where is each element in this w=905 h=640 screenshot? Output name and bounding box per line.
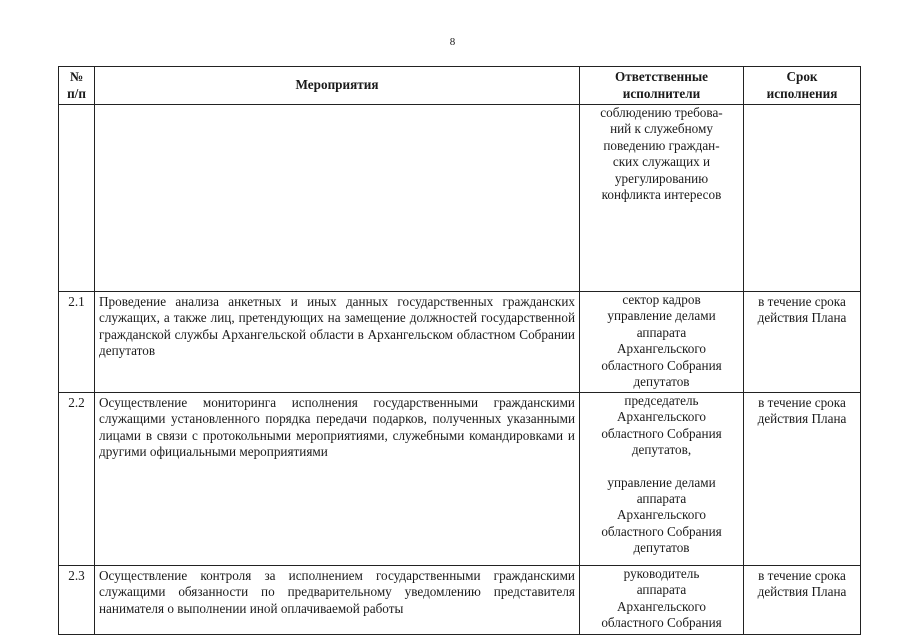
- row-number-cell: 2.3: [59, 566, 95, 635]
- cell-line: депутатов: [633, 374, 690, 390]
- cell-line: аппарата: [636, 582, 687, 598]
- table-row: [59, 566, 861, 635]
- row-deadline-cell: [744, 105, 861, 292]
- row-responsible-cell: [580, 292, 744, 393]
- cell-line: в течение срока: [758, 294, 846, 309]
- cell-line: Архангельского: [617, 409, 706, 425]
- cell-line: действия Плана: [757, 310, 847, 326]
- row-responsible-cell: [580, 105, 744, 292]
- row-activity-cell: [95, 105, 580, 292]
- header-activity: Мероприятия: [95, 67, 580, 105]
- row-responsible-cell: [580, 393, 744, 566]
- cell-line: ний к служебному: [610, 121, 713, 137]
- cell-line: действия Плана: [757, 411, 847, 427]
- table-row: [59, 292, 861, 393]
- row-activity-cell: Осуществление контроля за исполнением государственными гражданскими служащими обязанности по предварительному уведомлению представителя нанимателя о выполнении иной оплачиваемой работы: [95, 566, 580, 635]
- cell-line: управление делами: [607, 474, 716, 490]
- cell-line: аппарата: [636, 324, 687, 340]
- cell-line: ских служащих и: [612, 154, 711, 170]
- row-deadline-cell: [744, 292, 861, 393]
- cell-line: областного Собрания: [601, 357, 722, 373]
- cell-line: в течение срока: [758, 395, 846, 410]
- cell-line: в течение срока: [758, 568, 846, 583]
- cell-line: депутатов: [633, 540, 690, 556]
- row-number-cell: 2.2: [59, 393, 95, 566]
- row-deadline-cell: [744, 566, 861, 635]
- header-deadline: Срок исполнения: [744, 67, 861, 105]
- table-row-continuation: [59, 105, 861, 292]
- header-number: № п/п: [59, 67, 95, 105]
- cell-line: областного Собрания: [601, 425, 722, 441]
- plan-table: [58, 66, 861, 635]
- cell-line: областного Собрания: [601, 523, 722, 539]
- cell-line: поведению граждан-: [603, 137, 720, 153]
- cell-line: [584, 459, 739, 475]
- cell-line: председатель: [624, 393, 699, 408]
- cell-line: руководитель: [623, 566, 700, 581]
- cell-line: управление делами: [607, 308, 716, 324]
- row-number-cell: 2.1: [59, 292, 95, 393]
- cell-line: областного Собрания: [601, 615, 722, 631]
- page-number: 8: [449, 36, 456, 48]
- cell-line: урегулированию: [614, 170, 709, 186]
- row-activity-cell: Осуществление мониторинга исполнения государственными гражданскими служащими установленного порядка передачи подарков, полученных указанными лицами в связи с протокольными мероприятиями, служебными командировками и другими официальными мероприятиями: [95, 393, 580, 566]
- row-activity-cell: Проведение анализа анкетных и иных данных государственных гражданских служащих, а также лиц, претендующих на замещение должностей государственной гражданской службы Архангельской области в Архангельском областном Собрании депутатов: [95, 292, 580, 393]
- cell-line: аппарата: [636, 491, 687, 507]
- cell-line: соблюдению требова-: [600, 105, 723, 120]
- cell-line: конфликта интересов: [601, 187, 722, 203]
- cell-line: Архангельского: [617, 598, 706, 614]
- cell-line: сектор кадров: [622, 292, 701, 307]
- table-row: [59, 393, 861, 566]
- header-responsible: Ответственные исполнители: [580, 67, 744, 105]
- cell-line: Архангельского: [617, 507, 706, 523]
- row-number-cell: [59, 105, 95, 292]
- row-responsible-cell: [580, 566, 744, 635]
- table-header-row: [59, 67, 861, 105]
- cell-line: Архангельского: [617, 341, 706, 357]
- row-deadline-cell: [744, 393, 861, 566]
- cell-line: депутатов,: [631, 442, 692, 458]
- cell-line: действия Плана: [757, 584, 847, 600]
